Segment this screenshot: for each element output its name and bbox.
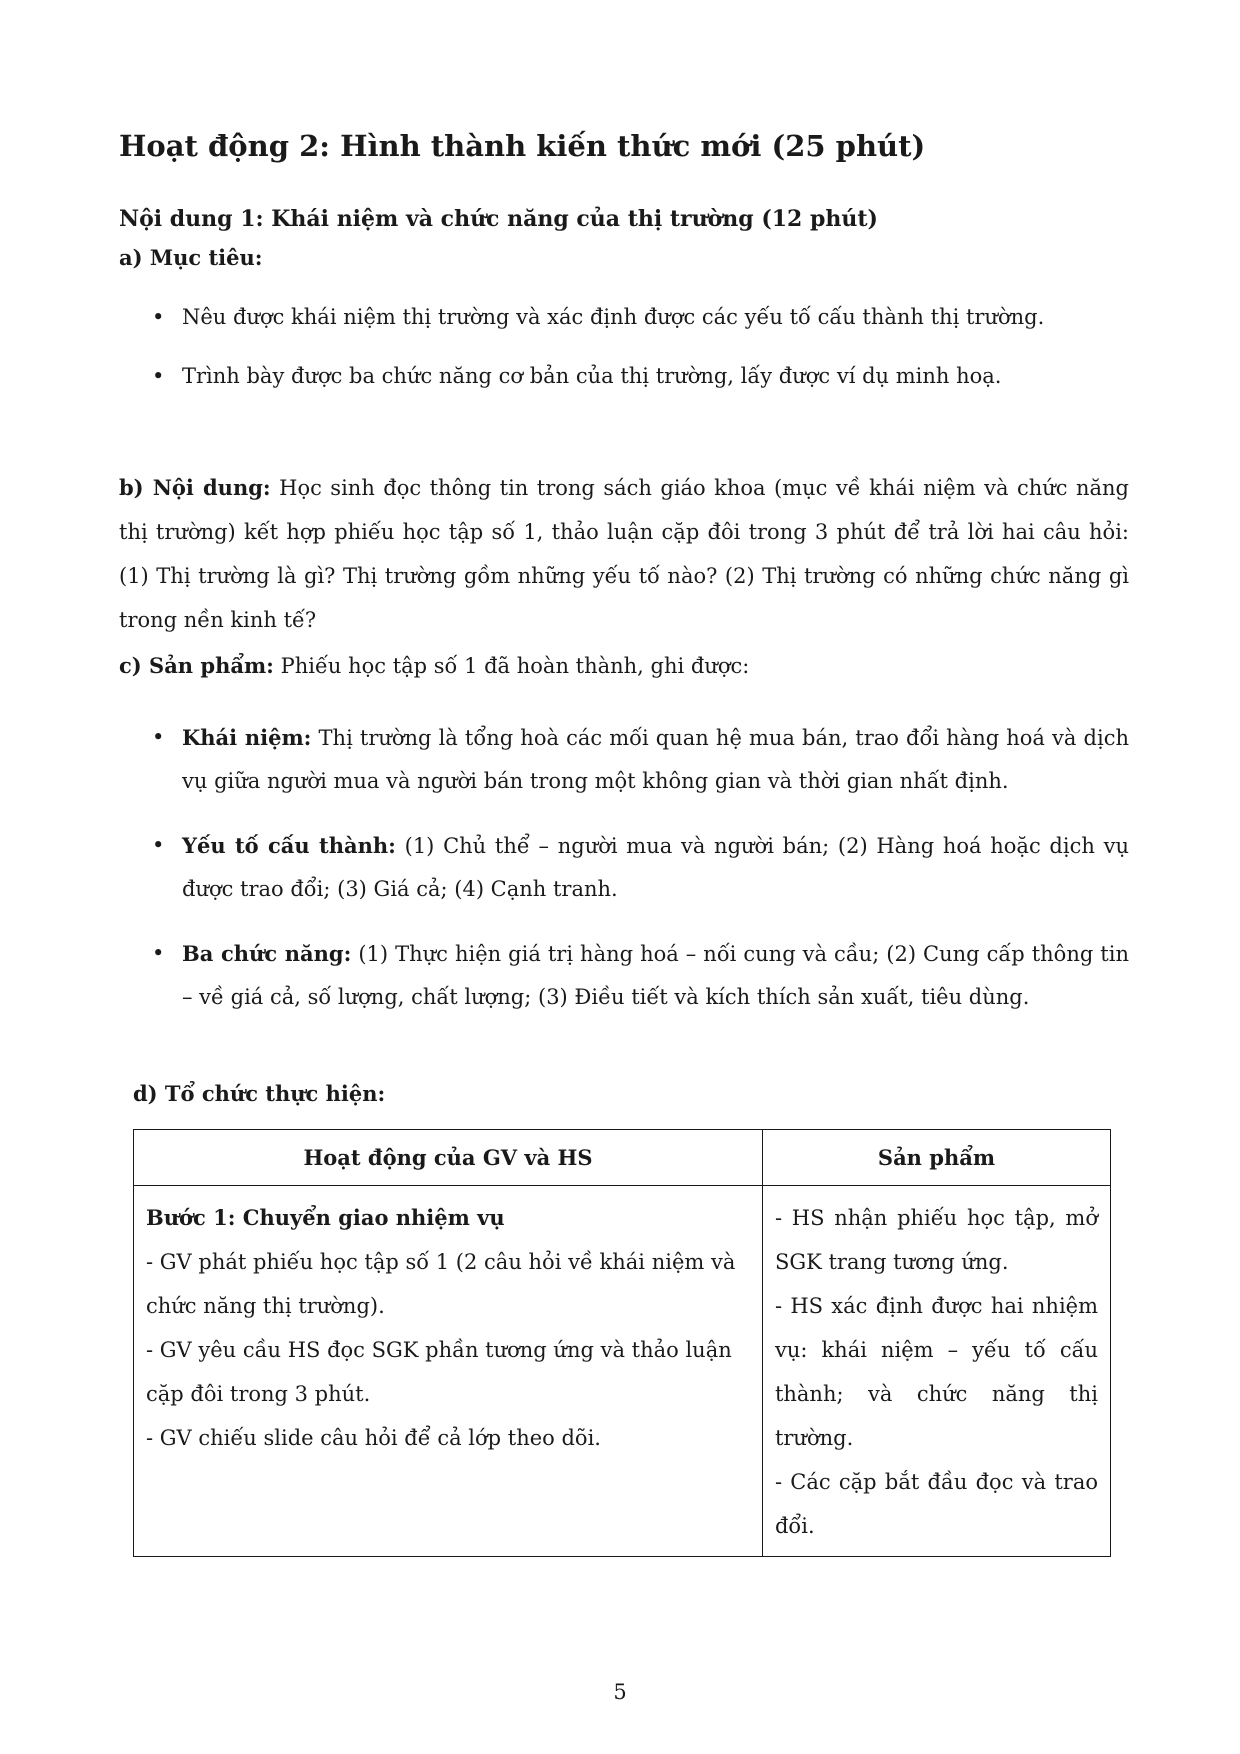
step-title: Bước 1: Chuyển giao nhiệm vụ bbox=[146, 1205, 505, 1230]
list-item: • Trình bày được ba chức năng cơ bản của thị trường, lấy được ví dụ minh hoạ. bbox=[152, 355, 1129, 398]
product-item-text: Thị trường là tổng hoà các mối quan hệ mua bán, trao đổi hàng hoá và dịch vụ giữa người mua và người bán trong một không gian và thời gian nhất định. bbox=[182, 726, 1129, 793]
list-item bbox=[152, 824, 1129, 911]
product-line: - Các cặp bắt đầu đọc và trao đổi. bbox=[774, 1470, 1098, 1538]
organization-table bbox=[133, 1129, 1111, 1557]
product-term: Khái niệm: bbox=[182, 725, 312, 750]
product-text: Phiếu học tập số 1 đã hoàn thành, ghi được: bbox=[280, 654, 750, 678]
table-header: Sản phẩm bbox=[762, 1130, 1110, 1186]
page-number: 5 bbox=[613, 1680, 627, 1704]
product-item-text: (1) Chủ thể – người mua và người bán; (2) Hàng hoá hoặc dịch vụ được trao đổi; (3) Giá cả; (4) Cạnh tranh. bbox=[182, 834, 1129, 901]
objectives-label: a) Mục tiêu: bbox=[119, 245, 263, 270]
organization-label: d) Tổ chức thực hiện: bbox=[133, 1081, 386, 1106]
activity-line: - GV chiếu slide câu hỏi để cả lớp theo dõi. bbox=[146, 1426, 601, 1450]
product-list bbox=[152, 716, 1129, 1019]
table-header-row bbox=[134, 1130, 1111, 1186]
content-paragraph bbox=[119, 466, 1129, 642]
table-cell-activities bbox=[134, 1186, 763, 1557]
activity-line: - GV yêu cầu HS đọc SGK phần tương ứng và thảo luận cặp đôi trong 3 phút. bbox=[146, 1338, 732, 1406]
product-term: Yếu tố cấu thành: bbox=[182, 833, 396, 858]
product-term: Ba chức năng: bbox=[182, 941, 352, 966]
product-line: - HS nhận phiếu học tập, mở SGK trang tương ứng. bbox=[774, 1206, 1098, 1274]
list-item: • Nêu được khái niệm thị trường và xác định được các yếu tố cấu thành thị trường. bbox=[152, 296, 1129, 339]
content-text: Học sinh đọc thông tin trong sách giáo khoa (mục về khái niệm và chức năng thị trường) kết hợp phiếu học tập số 1, thảo luận cặp đôi trong 3 phút để trả lời hai câu hỏi: (1) Thị trường là gì? Thị trường gồm những yếu tố nào? (2) Thị trường có những chức năng gì trong nền kinh tế? bbox=[119, 476, 1129, 632]
list-item bbox=[152, 932, 1129, 1019]
objectives-list bbox=[152, 296, 1129, 398]
product-paragraph bbox=[119, 644, 1129, 688]
section-heading: Hoạt động 2: Hình thành kiến thức mới (25 phút) bbox=[119, 129, 926, 163]
product-item-text: (1) Thực hiện giá trị hàng hoá – nối cung và cầu; (2) Cung cấp thông tin – về giá cả, số lượng, chất lượng; (3) Điều tiết và kích thích sản xuất, tiêu dùng. bbox=[182, 942, 1129, 1009]
product-label: c) Sản phẩm: bbox=[119, 653, 274, 678]
table-row bbox=[134, 1186, 1111, 1557]
table-header: Hoạt động của GV và HS bbox=[134, 1130, 763, 1186]
content-label: b) Nội dung: bbox=[119, 475, 271, 500]
table-cell-products bbox=[762, 1186, 1110, 1557]
product-line: - HS xác định được hai nhiệm vụ: khái niệm – yếu tố cấu thành; và chức năng thị trường. bbox=[774, 1294, 1098, 1450]
activity-line: - GV phát phiếu học tập số 1 (2 câu hỏi về khái niệm và chức năng thị trường). bbox=[146, 1250, 736, 1318]
list-item bbox=[152, 716, 1129, 803]
content-subheading: Nội dung 1: Khái niệm và chức năng của thị trường (12 phút) bbox=[119, 206, 878, 232]
